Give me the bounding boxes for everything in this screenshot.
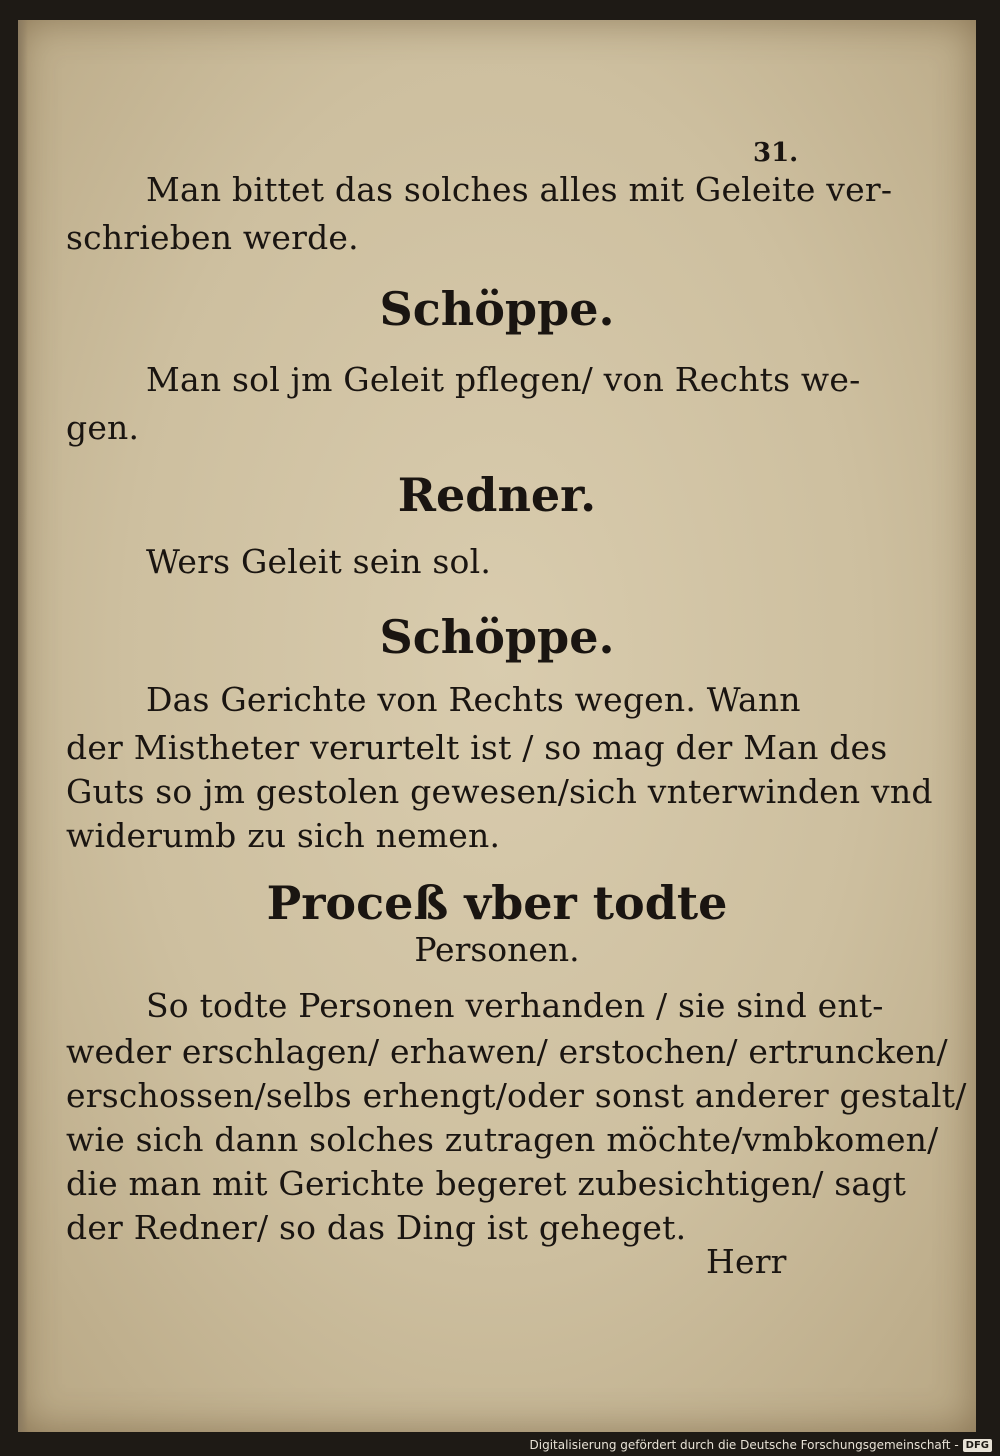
section-subheading-personen: Personen.	[414, 930, 580, 969]
text-line-1: Man bittet das solches alles mit Geleite ver-	[146, 170, 893, 209]
text-line-5: Wers Geleit sein sol.	[146, 542, 492, 581]
page-gutter-shadow	[18, 20, 28, 1432]
text-line-11: weder erschlagen/ erhawen/ erstochen/ ertruncken/	[66, 1032, 948, 1071]
text-line-4: gen.	[66, 408, 140, 447]
heading-schoeppe-2: Schöppe.	[379, 610, 615, 664]
text-line-9: widerumb zu sich nemen.	[66, 816, 501, 855]
page-number: 31.	[753, 138, 799, 168]
text-line-10: So todte Personen verhanden / sie sind ent-	[146, 986, 884, 1025]
catchword: Herr	[706, 1242, 787, 1281]
digitization-credit	[530, 1438, 993, 1452]
footer-text: Digitalisierung gefördert durch die Deutsche Forschungsgemeinschaft -	[529, 1438, 959, 1452]
text-line-13: wie sich dann solches zutragen möchte/vmbkomen/	[66, 1120, 939, 1159]
text-line-7: der Mistheter verurtelt ist / so mag der Man des	[66, 728, 888, 767]
text-line-14: die man mit Gerichte begeret zubesichtigen/ sagt	[66, 1164, 907, 1203]
dfg-logo: DFG	[963, 1439, 992, 1452]
section-heading-process: Proceß vber todte	[266, 876, 728, 930]
text-line-8: Guts so jm gestolen gewesen/sich vnterwinden vnd	[66, 772, 933, 811]
text-line-3: Man sol jm Geleit pflegen/ von Rechts we-	[146, 360, 861, 399]
text-line-6: Das Gerichte von Rechts wegen. Wann	[146, 680, 801, 719]
text-line-15: der Redner/ so das Ding ist geheget.	[66, 1208, 687, 1247]
heading-schoeppe-1: Schöppe.	[379, 282, 615, 336]
book-page	[18, 20, 976, 1432]
text-line-2: schrieben werde.	[66, 218, 359, 257]
text-line-12: erschossen/selbs erhengt/oder sonst anderer gestalt/	[66, 1076, 967, 1115]
heading-redner: Redner.	[397, 468, 597, 522]
